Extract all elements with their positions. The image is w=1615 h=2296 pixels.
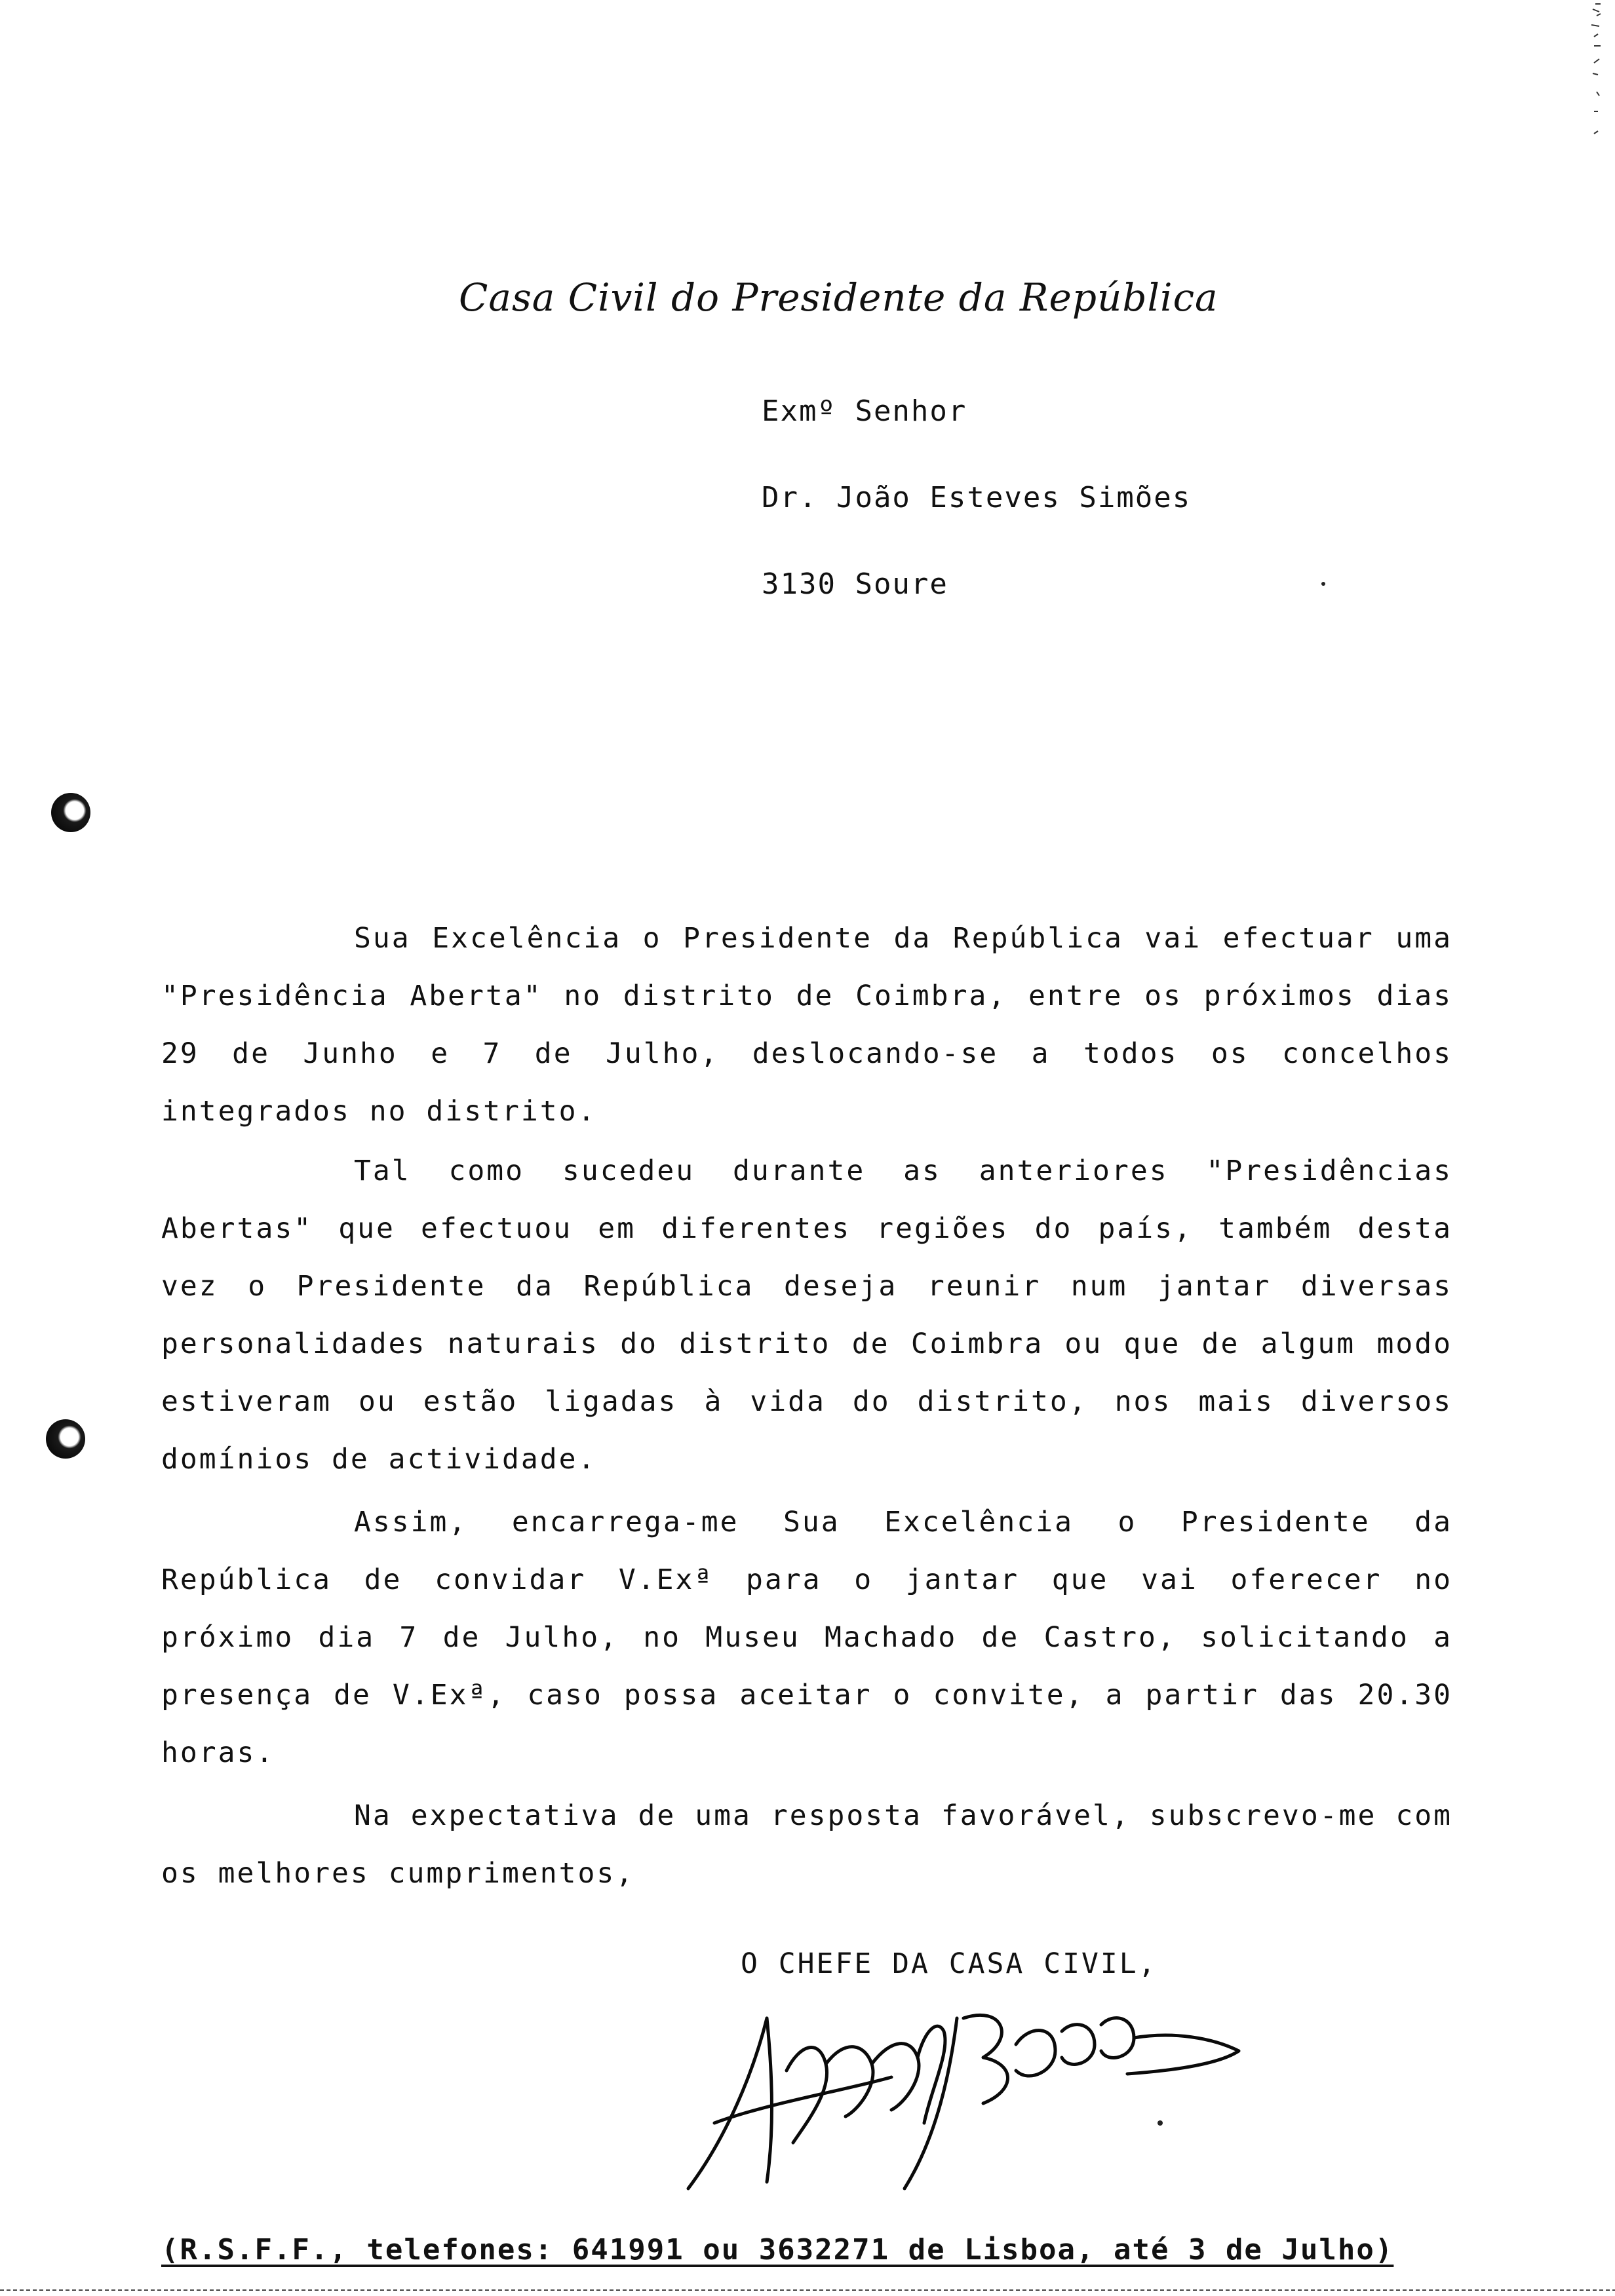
recipient-address: 3130 Soure [762,567,948,601]
handwritten-signature [675,1992,1252,2202]
letterhead: Casa Civil do Presidente da República [459,275,1218,320]
paragraph-invitation-context: Sua Excelência o Presidente da República vai efectuar uma "Presidência Aberta" no distrito de Coimbra, entre os próximos dias 29 de Junho e 7 de Julho, deslocando-se a todos os concelhos integrados no distrito. [161,922,1452,1128]
recipient-name: Dr. João Esteves Simões [762,481,1192,514]
punch-hole [46,1419,85,1459]
scan-bottom-edge [0,2289,1615,2291]
paragraph-invitation-details: Assim, encarrega-me Sua Excelência o Presidente da República de convidar V.Exª para o jantar que vai oferecer no próximo dia 7 de Julho, no Museu Machado de Castro, solicitando a presença de V.Exª, caso possa aceitar o convite, a partir das 20.30 horas. [161,1506,1452,1769]
ink-speck [1321,582,1325,586]
scan-edge-marks [1586,0,1615,151]
paragraph-dinner-purpose: Tal como sucedeu durante as anteriores "Presidências Abertas" que efectuou em diferentes regiões do país, também desta vez o Presidente da República deseja reunir num jantar diversas personalidades naturais do distrito de Coimbra ou que de algum modo estiveram ou estão ligadas à vida do distrito, nos mais diversos domínios de actividade. [161,1155,1452,1476]
punch-hole [51,793,90,832]
ink-speck [1158,2120,1163,2126]
recipient-salutation: Exmº Senhor [762,394,967,428]
signatory-title: O CHEFE DA CASA CIVIL, [741,1947,1158,1980]
paragraph-closing-formula: Na expectativa de uma resposta favorável, subscrevo-me com os melhores cumprimentos, [161,1799,1452,1890]
rsvp-note: (R.S.F.F., telefones: 641991 ou 3632271 de Lisboa, até 3 de Julho) [161,2233,1394,2267]
